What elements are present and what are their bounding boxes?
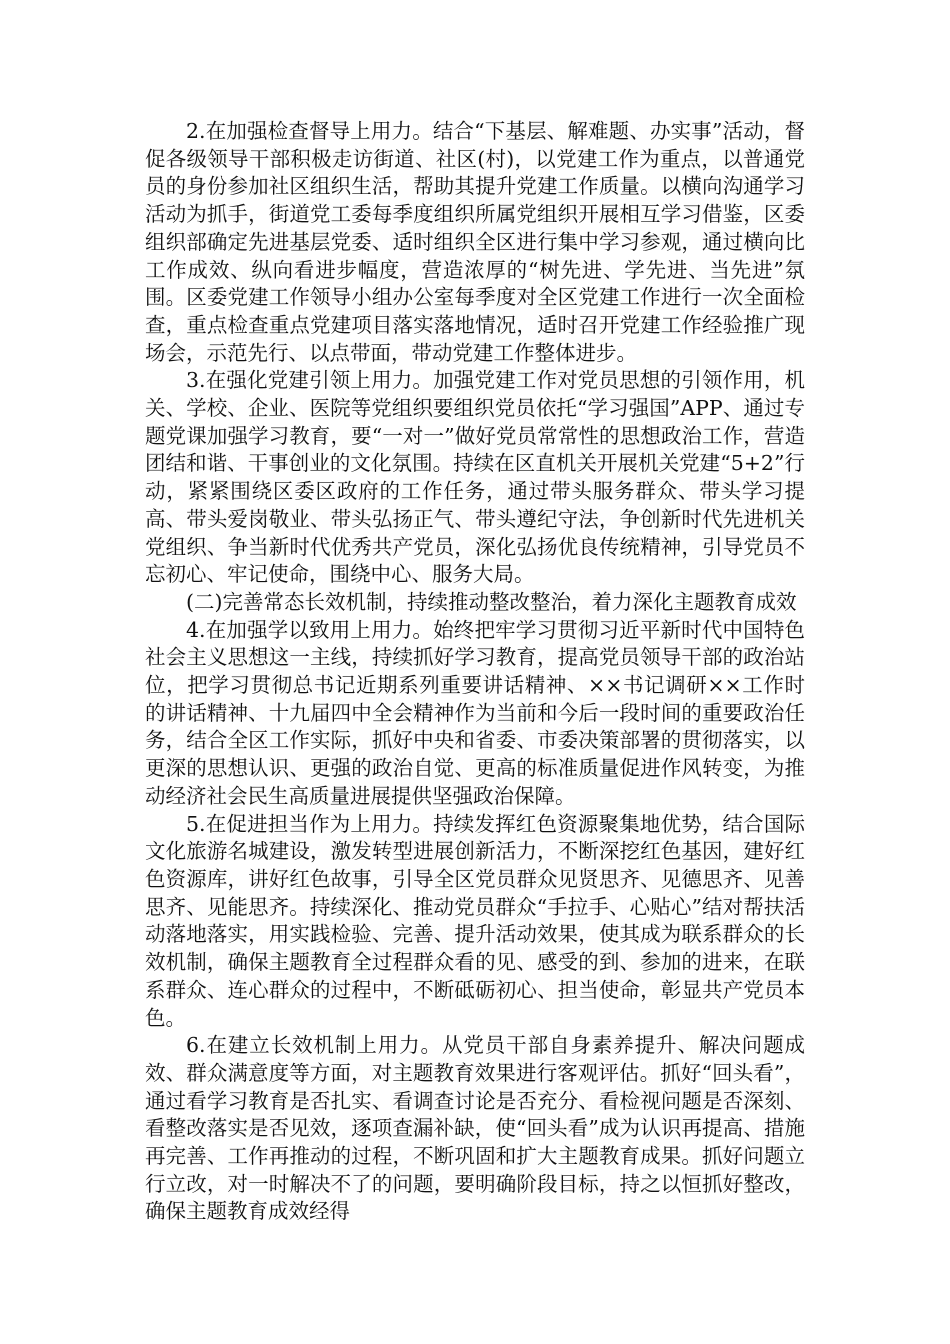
paragraph-5-responsibility: 5.在促进担当作为上用力。持续发挥红色资源聚集地优势，结合国际文化旅游名城建设，激发转型进展创新活力，不断深挖红色基因，建好红色资源库，讲好红色故事，引导全区党员群众见贤思齐、见德思齐、见善思齐、见能思齐。持续深化、推动党员群众“手拉手、心贴心”结对帮扶活动落地落实，用实践检验、完善、提升活动效果，使其成为联系群众的长效机制，确保主题教育全过程群众看的见、感受的到、参加的进来，在联系群众、连心群众的过程中，不断砥砺初心、担当使命，彰显共产党员本色。 [145,811,805,1030]
section-heading-2: (二)完善常态长效机制，持续推动整改整治，着力深化主题教育成效 [186,589,797,614]
paragraph-6-long-term-mechanism: 6.在建立长效机制上用力。从党员干部自身素养提升、解决问题成效、群众满意度等方面，对主题教育效果进行客观评估。抓好“回头看”，通过看学习教育是否扎实、看调查讨论是否充分、看检视问题是否深刻、看整改落实是否见效，逐项查漏补缺，使“回头看”成为认识再提高、措施再完善、工作再推动的过程，不断巩固和扩大主题教育成果。抓好问题立行立改，对一时解决不了的问题，要明确阶段目标，持之以恒抓好整改，确保主题教育成效经得 [145,1033,805,1224]
paragraph-4-learning: 4.在加强学以致用上用力。始终把牢学习贯彻习近平新时代中国特色社会主义思想这一主线，持续抓好学习教育，提高党员领导干部的政治站位，把学习贯彻总书记近期系列重要讲话精神、××书记调研××工作时的讲话精神、十九届四中全会精神作为当前和今后一段时间的重要政治任务，结合全区工作实际，抓好中央和省委、市委决策部署的贯彻落实，以更深的思想认识、更强的政治自觉、更高的标准质量促进作风转变，为推动经济社会民生高质量进展提供坚强政治保障。 [145,617,805,808]
paragraph-3-party-leadership: 3.在强化党建引领上用力。加强党建工作对党员思想的引领作用，机关、学校、企业、医院等党组织要组织党员依托“学习强国”APP、通过专题党课加强学习教育，要“一对一”做好党员常常性的思想政治工作，营造团结和谐、干事创业的文化氛围。持续在区直机关开展机关党建“5+2”行动，紧紧围绕区委区政府的工作任务，通过带头服务群众、带头学习提高、带头爱岗敬业、带头弘扬正气、带头遵纪守法，争创新时代先进机关党组织、争当新时代优秀共产党员，深化弘扬优良传统精神，引导党员不忘初心、牢记使命，围绕中心、服务大局。 [145,368,805,587]
paragraph-2-inspection: 2.在加强检查督导上用力。结合“下基层、解难题、办实事”活动，督促各级领导干部积极走访街道、社区(村)，以党建工作为重点，以普通党员的身份参加社区组织生活，帮助其提升党建工作质量。以横向沟通学习活动为抓手，街道党工委每季度组织所属党组织开展相互学习借鉴，区委组织部确定先进基层党委、适时组织全区进行集中学习参观，通过横向比工作成效、纵向看进步幅度，营造浓厚的“树先进、学先进、当先进”氛围。区委党建工作领导小组办公室每季度对全区党建工作进行一次全面检查，重点检查重点党建项目落实落地情况，适时召开党建工作经验推广现场会，示范先行、以点带面，带动党建工作整体进步。 [145,119,805,365]
document-body [145,118,805,1226]
